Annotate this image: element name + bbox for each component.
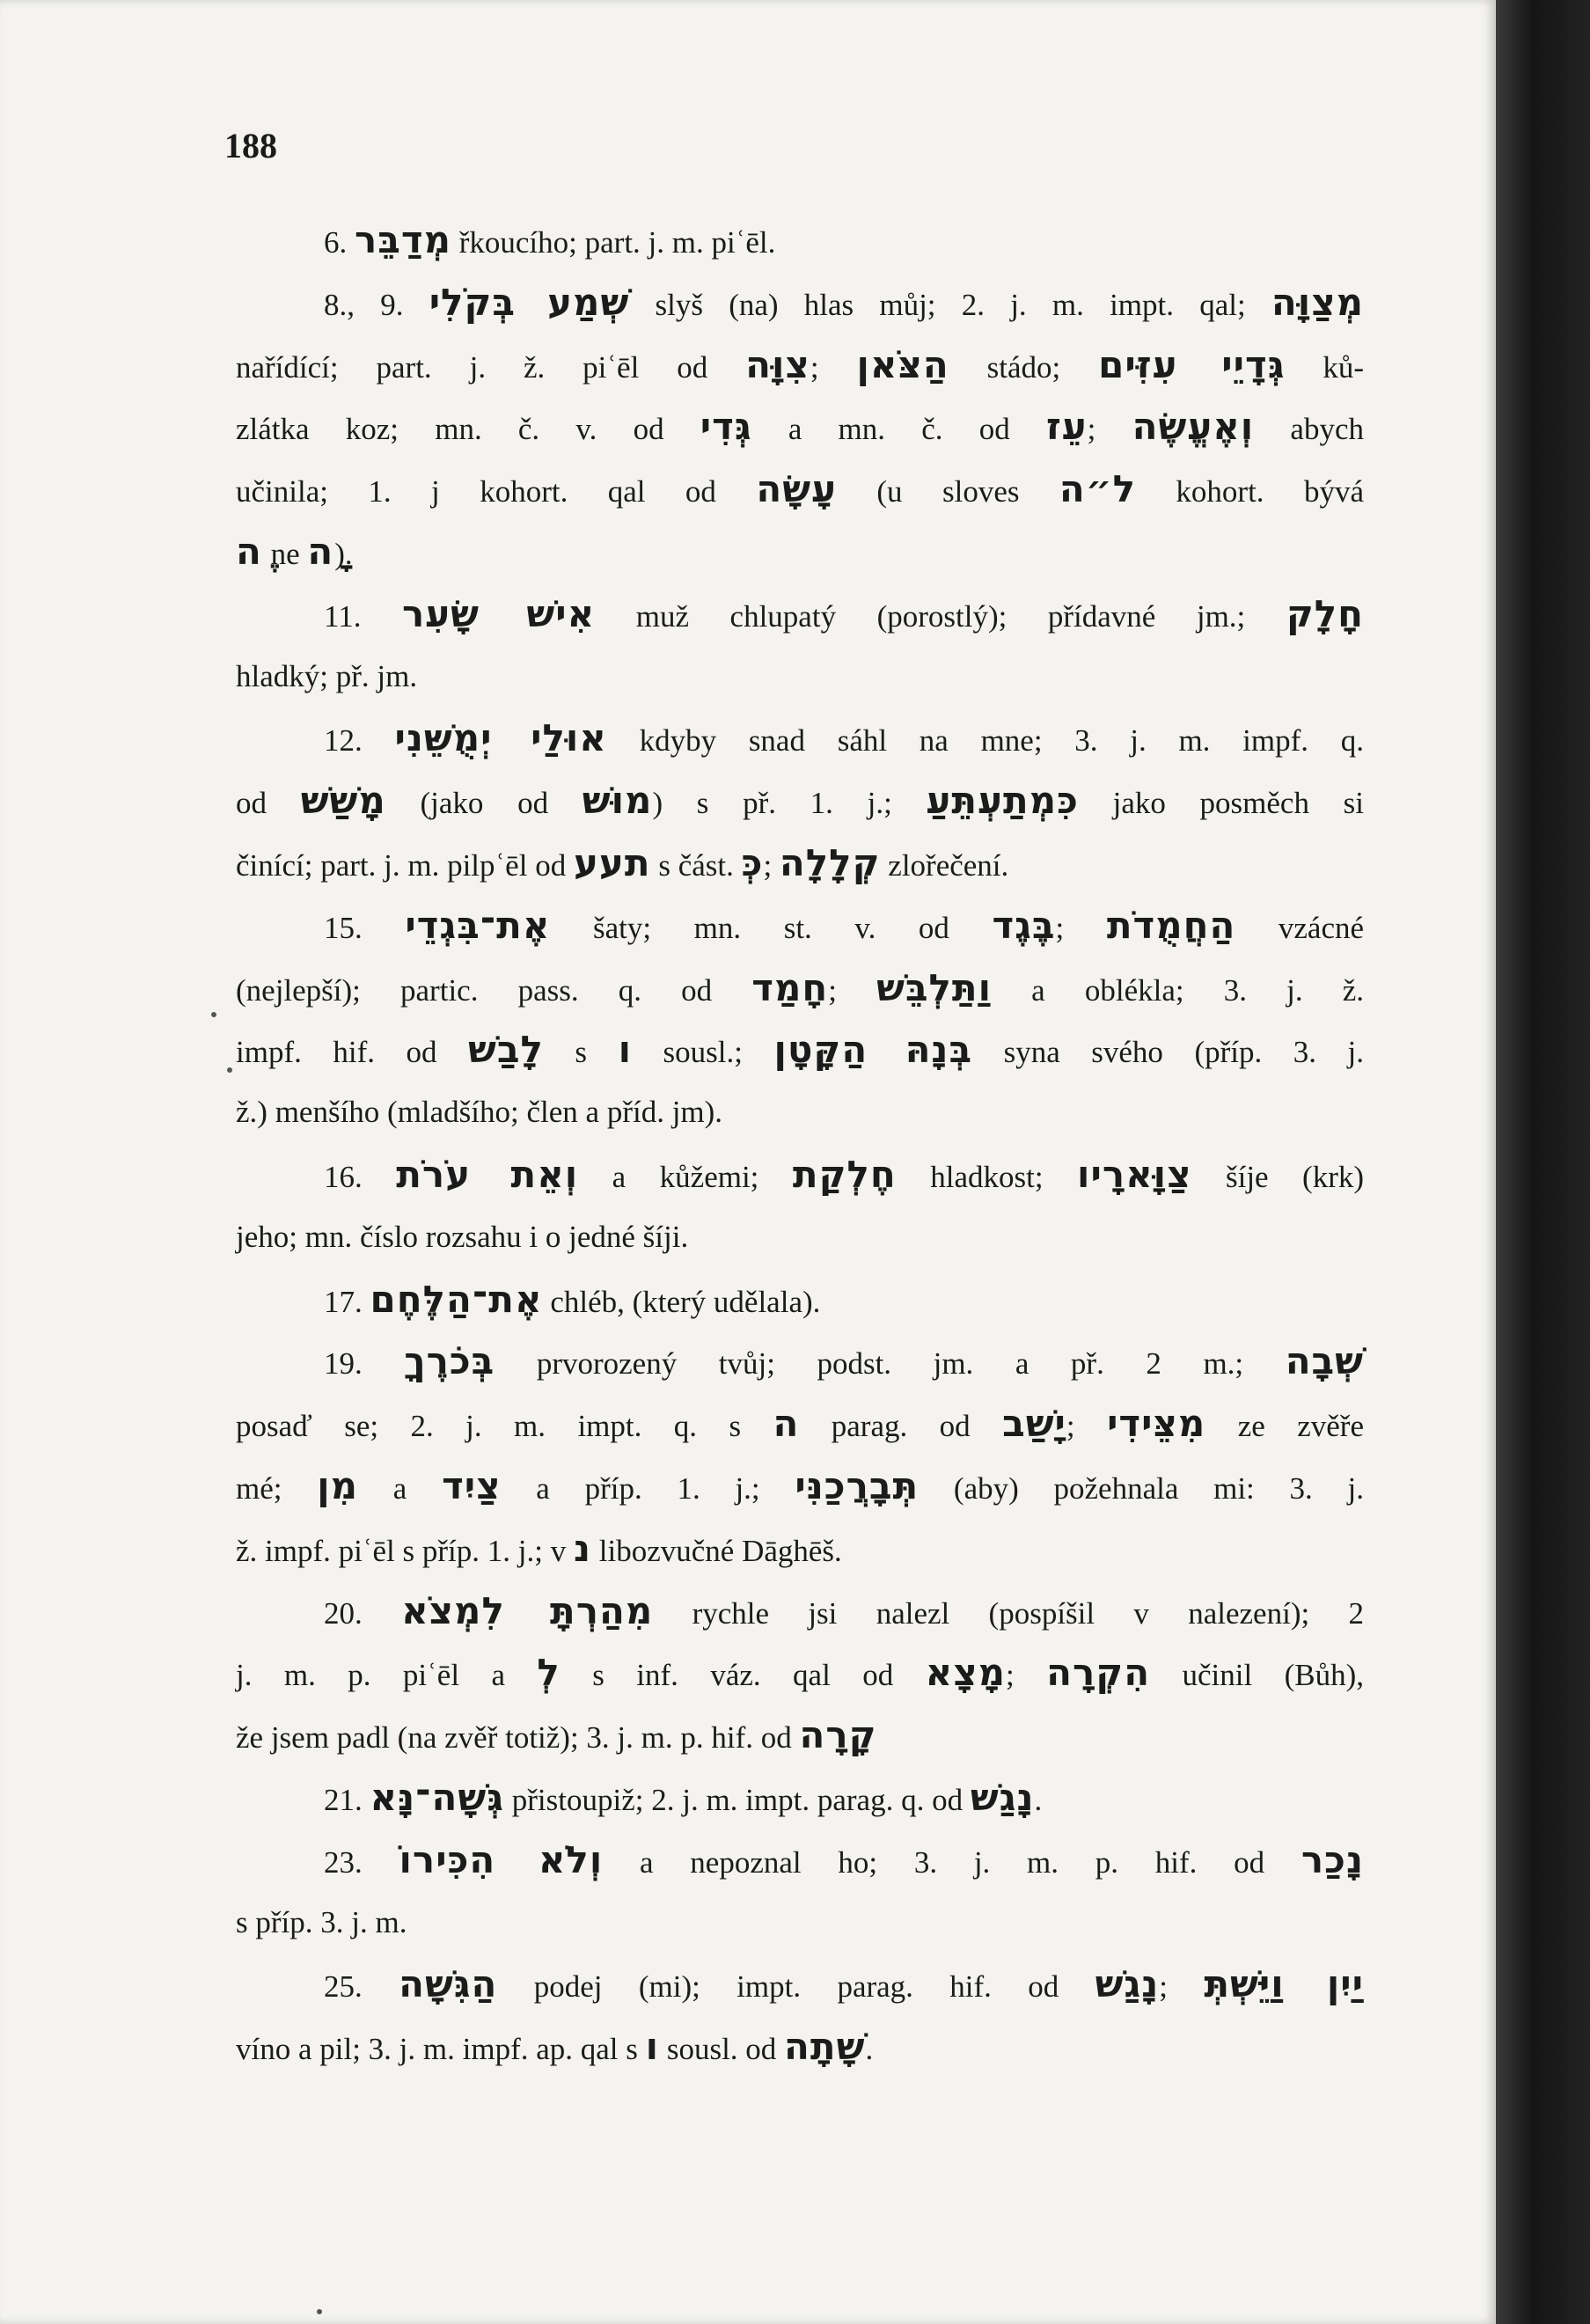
hebrew-word: וַתַּלְבֵּשׁ — [876, 965, 993, 1009]
text-line — [236, 1019, 1364, 1081]
czech-text: šíje (krk) — [1191, 1159, 1365, 1194]
czech-text: a — [358, 1470, 443, 1506]
czech-text: hladký; př. jm. — [236, 658, 418, 693]
czech-text: činící; part. j. m. pilpʿēl od — [236, 847, 574, 883]
czech-text: chléb, (který udělala). — [542, 1284, 821, 1319]
czech-text: šaty; mn. st. v. od — [550, 910, 993, 945]
czech-text: ; — [1006, 1658, 1047, 1693]
czech-text: 8., 9. — [324, 287, 429, 322]
hebrew-word: יַיִן וַיֵּשְׁתְּ — [1204, 1962, 1364, 2006]
czech-text: 19. — [324, 1346, 405, 1382]
text-line — [236, 1269, 1364, 1331]
hebrew-word: וְאֵת עֹרֹת — [396, 1152, 579, 1196]
czech-text: ; — [763, 847, 780, 883]
hebrew-word: שְׁמַע בְּקֹלִי — [429, 280, 630, 324]
hebrew-word: מוּשׁ — [582, 779, 653, 823]
text-line — [236, 770, 1364, 832]
czech-text: libozvučné Dāghēš. — [591, 1533, 842, 1568]
czech-text: ž. impf. piʿēl s příp. 1. j.; v — [236, 1533, 574, 1568]
czech-text: . — [865, 2032, 874, 2067]
hebrew-word: הַגִּשָׁה — [399, 1962, 498, 2006]
hebrew-word: כְּ — [741, 840, 764, 884]
czech-text: a kůžemi; — [578, 1159, 793, 1194]
hebrew-word: ֶה — [236, 529, 263, 573]
czech-text: ků- — [1285, 349, 1365, 385]
czech-text: . — [1034, 1782, 1043, 1817]
text-line — [236, 646, 1364, 708]
czech-text: nařídící; part. j. ž. piʿēl od — [236, 349, 746, 385]
czech-text: učinil (Bůh), — [1150, 1658, 1365, 1693]
czech-text: 20. — [324, 1595, 402, 1631]
hebrew-word: חֶלְקַת — [792, 1152, 897, 1196]
text-line — [236, 209, 1364, 272]
czech-text: 6. — [324, 225, 355, 260]
hebrew-word: ל״ה — [1059, 467, 1136, 511]
czech-text: vzácné — [1235, 910, 1365, 945]
czech-text: syna svého (příp. 3. j. — [972, 1035, 1364, 1070]
czech-text: sousl.; — [631, 1035, 774, 1070]
text-line — [236, 895, 1364, 957]
hebrew-word: מִהַרְתָּ לִמְצֹא — [401, 1588, 654, 1632]
page-body — [236, 209, 1364, 2078]
text-line — [236, 1393, 1364, 1455]
czech-text: slyš (na) hlas můj; 2. j. m. impt. qal; — [629, 287, 1271, 322]
czech-text: muž chlupatý (porostlý); přídavné jm.; — [595, 598, 1286, 634]
czech-text: parag. od — [799, 1409, 1003, 1444]
hebrew-word: הַחֲמֻדֹת — [1106, 903, 1236, 947]
czech-text: podej (mi); impt. parag. hif. od — [497, 1969, 1095, 2005]
czech-text: (aby) požehnala mi: 3. j. — [919, 1470, 1364, 1506]
czech-text: (u sloves — [836, 474, 1059, 510]
czech-text: ; — [1087, 412, 1132, 447]
czech-text: ; — [810, 349, 857, 385]
hebrew-word: לָבַשׁ — [468, 1028, 544, 1072]
hebrew-word: צַיִד — [442, 1463, 502, 1507]
czech-text: s — [543, 1035, 619, 1070]
czech-text: s příp. 3. j. m. — [236, 1904, 407, 1939]
hebrew-word: צִוָּה — [745, 342, 810, 386]
hebrew-word: שָׁתָה — [784, 2025, 866, 2069]
czech-text: ; — [828, 972, 877, 1008]
hebrew-word: ָה — [307, 529, 335, 573]
page-number: 188 — [224, 126, 277, 165]
text-line — [236, 832, 1364, 895]
text-line — [236, 1518, 1364, 1580]
hebrew-word: צַוָּארָיו — [1077, 1152, 1192, 1196]
czech-text: jeho; mn. číslo rozsahu i o jedné šíji. — [236, 1219, 689, 1254]
hebrew-word: מְדַבֵּר — [355, 218, 451, 261]
czech-text: kdyby snad sáhl na mne; 3. j. m. impf. q. — [606, 723, 1364, 759]
czech-text: hladkost; — [896, 1159, 1078, 1194]
czech-text: stádo; — [949, 349, 1099, 385]
czech-text: zlořečení. — [880, 847, 1009, 883]
text-line — [236, 1767, 1364, 1829]
text-line — [236, 2016, 1364, 2078]
hebrew-word: יָשַׁב — [1002, 1402, 1066, 1446]
text-line — [236, 1331, 1364, 1393]
czech-text: učinila; 1. j kohort. qal od — [236, 474, 757, 510]
czech-text: a příp. 1. j.; — [501, 1470, 795, 1506]
czech-text: přistoupiž; 2. j. m. impt. parag. q. od — [504, 1782, 971, 1817]
hebrew-word: ו — [645, 2025, 660, 2069]
text-line — [236, 272, 1364, 334]
hebrew-word: גְּשָׁה־נָּא — [370, 1775, 505, 1819]
hebrew-word: חָלָק — [1286, 591, 1365, 635]
czech-text: a nepoznal ho; 3. j. m. p. hif. od — [603, 1844, 1301, 1880]
hebrew-word: כִּמְתַעְתֵּעַ — [926, 779, 1079, 823]
hebrew-word: בֶּגֶד — [992, 903, 1056, 947]
hebrew-word: נָגַשׁ — [970, 1775, 1035, 1819]
text-line — [236, 957, 1364, 1020]
czech-text: kohort. bývá — [1136, 474, 1365, 510]
czech-text: 15. — [324, 910, 406, 945]
margin-dot — [227, 1067, 232, 1073]
text-line — [236, 334, 1364, 397]
book-gutter — [1496, 0, 1590, 2324]
czech-text: 21. — [324, 1782, 370, 1817]
czech-text: abych — [1254, 412, 1364, 447]
margin-dot — [317, 2309, 322, 2314]
hebrew-word: מִצֵּידִי — [1107, 1402, 1206, 1446]
czech-text: rychle jsi nalezl (pospíšil v nalezení); 2 — [653, 1595, 1364, 1631]
hebrew-word: נָגַשׁ — [1095, 1962, 1160, 2006]
czech-text: 16. — [324, 1159, 397, 1194]
text-line — [236, 1892, 1364, 1954]
czech-text: sousl. od — [659, 2032, 785, 2067]
czech-text: víno a pil; 3. j. m. impf. ap. qal s — [236, 2032, 646, 2067]
hebrew-word: עֵז — [1045, 405, 1088, 449]
czech-text: s inf. váz. qal od — [560, 1658, 926, 1693]
czech-text: (nejlepší); partic. pass. q. od — [236, 972, 752, 1008]
text-line — [236, 707, 1364, 770]
hebrew-word: עָשָׂה — [756, 467, 837, 511]
czech-text: ) s př. 1. j.; — [652, 786, 927, 821]
text-line — [236, 1954, 1364, 2016]
text-line — [236, 1705, 1364, 1767]
czech-text: 23. — [324, 1844, 399, 1880]
czech-text: s část. — [650, 847, 742, 883]
hebrew-word: לְ — [537, 1651, 561, 1695]
text-line — [236, 396, 1364, 458]
czech-text: ž.) menšího (mladšího; člen a příd. jm). — [236, 1095, 723, 1130]
hebrew-word: בְּכֹרֶךָ — [404, 1339, 495, 1383]
czech-text: zlátka koz; mn. č. v. od — [236, 412, 700, 447]
hebrew-word: גְּדָיֵי עִזִּים — [1098, 342, 1286, 386]
czech-text: 25. — [324, 1969, 399, 2005]
hebrew-word: קְלָלָה — [779, 840, 881, 884]
text-line — [236, 1829, 1364, 1892]
text-line — [236, 583, 1364, 646]
hebrew-word: אֶת־הַלֶּחֶם — [370, 1277, 543, 1321]
czech-text: j. m. p. piʿēl a — [236, 1658, 538, 1693]
text-line — [236, 1455, 1364, 1518]
hebrew-word: מָצָא — [925, 1651, 1007, 1695]
text-line — [236, 521, 1364, 583]
hebrew-word: ה — [773, 1402, 800, 1446]
czech-text: prvorozený tvůj; podst. jm. a př. 2 m.; — [495, 1346, 1286, 1382]
hebrew-word: קָרָה — [799, 1713, 877, 1757]
hebrew-word: תעע — [573, 840, 651, 884]
czech-text: od — [236, 786, 301, 821]
hebrew-word: מָשַׁשׁ — [300, 779, 386, 823]
czech-text: impf. hif. od — [236, 1035, 469, 1070]
hebrew-word: הִקְרָה — [1046, 1651, 1151, 1695]
hebrew-word: ו — [618, 1028, 632, 1072]
hebrew-word: וְאֶעֱשֶׂה — [1132, 405, 1255, 449]
text-line — [236, 1642, 1364, 1705]
hebrew-word: תְּבָרֲכַנִּי — [795, 1463, 920, 1507]
hebrew-word: בְּנָהּ הַקָּטָן — [773, 1028, 973, 1072]
czech-text: ; — [1159, 1969, 1205, 2005]
czech-text: posaď se; 2. j. m. impt. q. s — [236, 1409, 773, 1444]
hebrew-word: אִישׁ שָׂעִר — [401, 591, 596, 635]
czech-text: ze zvěře — [1205, 1409, 1364, 1444]
czech-text: a mn. č. od — [751, 412, 1046, 447]
text-line — [236, 1144, 1364, 1206]
text-line — [236, 1206, 1364, 1269]
czech-text: 11. — [324, 598, 402, 634]
czech-text: mé; — [236, 1470, 318, 1506]
czech-text: 17. — [324, 1284, 370, 1319]
hebrew-word: נ — [573, 1526, 592, 1570]
czech-text: ). — [334, 536, 353, 571]
czech-text: řkoucího; part. j. m. piʿēl. — [451, 225, 776, 260]
margin-dot — [211, 1012, 216, 1017]
hebrew-word: הַצֹּאן — [856, 342, 949, 386]
czech-text: (jako od — [385, 786, 583, 821]
czech-text: ne — [262, 536, 308, 571]
hebrew-word: שְׁבָה — [1285, 1339, 1365, 1383]
czech-text: ; — [1066, 1409, 1108, 1444]
hebrew-word: נָכַר — [1301, 1837, 1364, 1881]
hebrew-word: גְּדִי — [700, 405, 752, 449]
czech-text: a oblékla; 3. j. ž. — [992, 972, 1364, 1008]
hebrew-word: מִן — [317, 1463, 359, 1507]
hebrew-word: אוּלַי יְמֻשֵּׁנִי — [394, 716, 607, 760]
czech-text: ; — [1055, 910, 1107, 945]
czech-text: jako posměch si — [1078, 786, 1364, 821]
text-line — [236, 1081, 1364, 1144]
czech-text: že jsem padl (na zvěř totiž); 3. j. m. p. hif. od — [236, 1720, 800, 1756]
hebrew-word: אֶת־בִּגְדֵי — [405, 903, 551, 947]
hebrew-word: מְצַוָּה — [1271, 280, 1365, 324]
text-line — [236, 458, 1364, 521]
czech-text: 12. — [324, 723, 395, 759]
text-line — [236, 1580, 1364, 1643]
hebrew-word: חָמַד — [751, 965, 829, 1009]
hebrew-word: וְלֹא הִכִּירוֹ — [399, 1837, 604, 1881]
